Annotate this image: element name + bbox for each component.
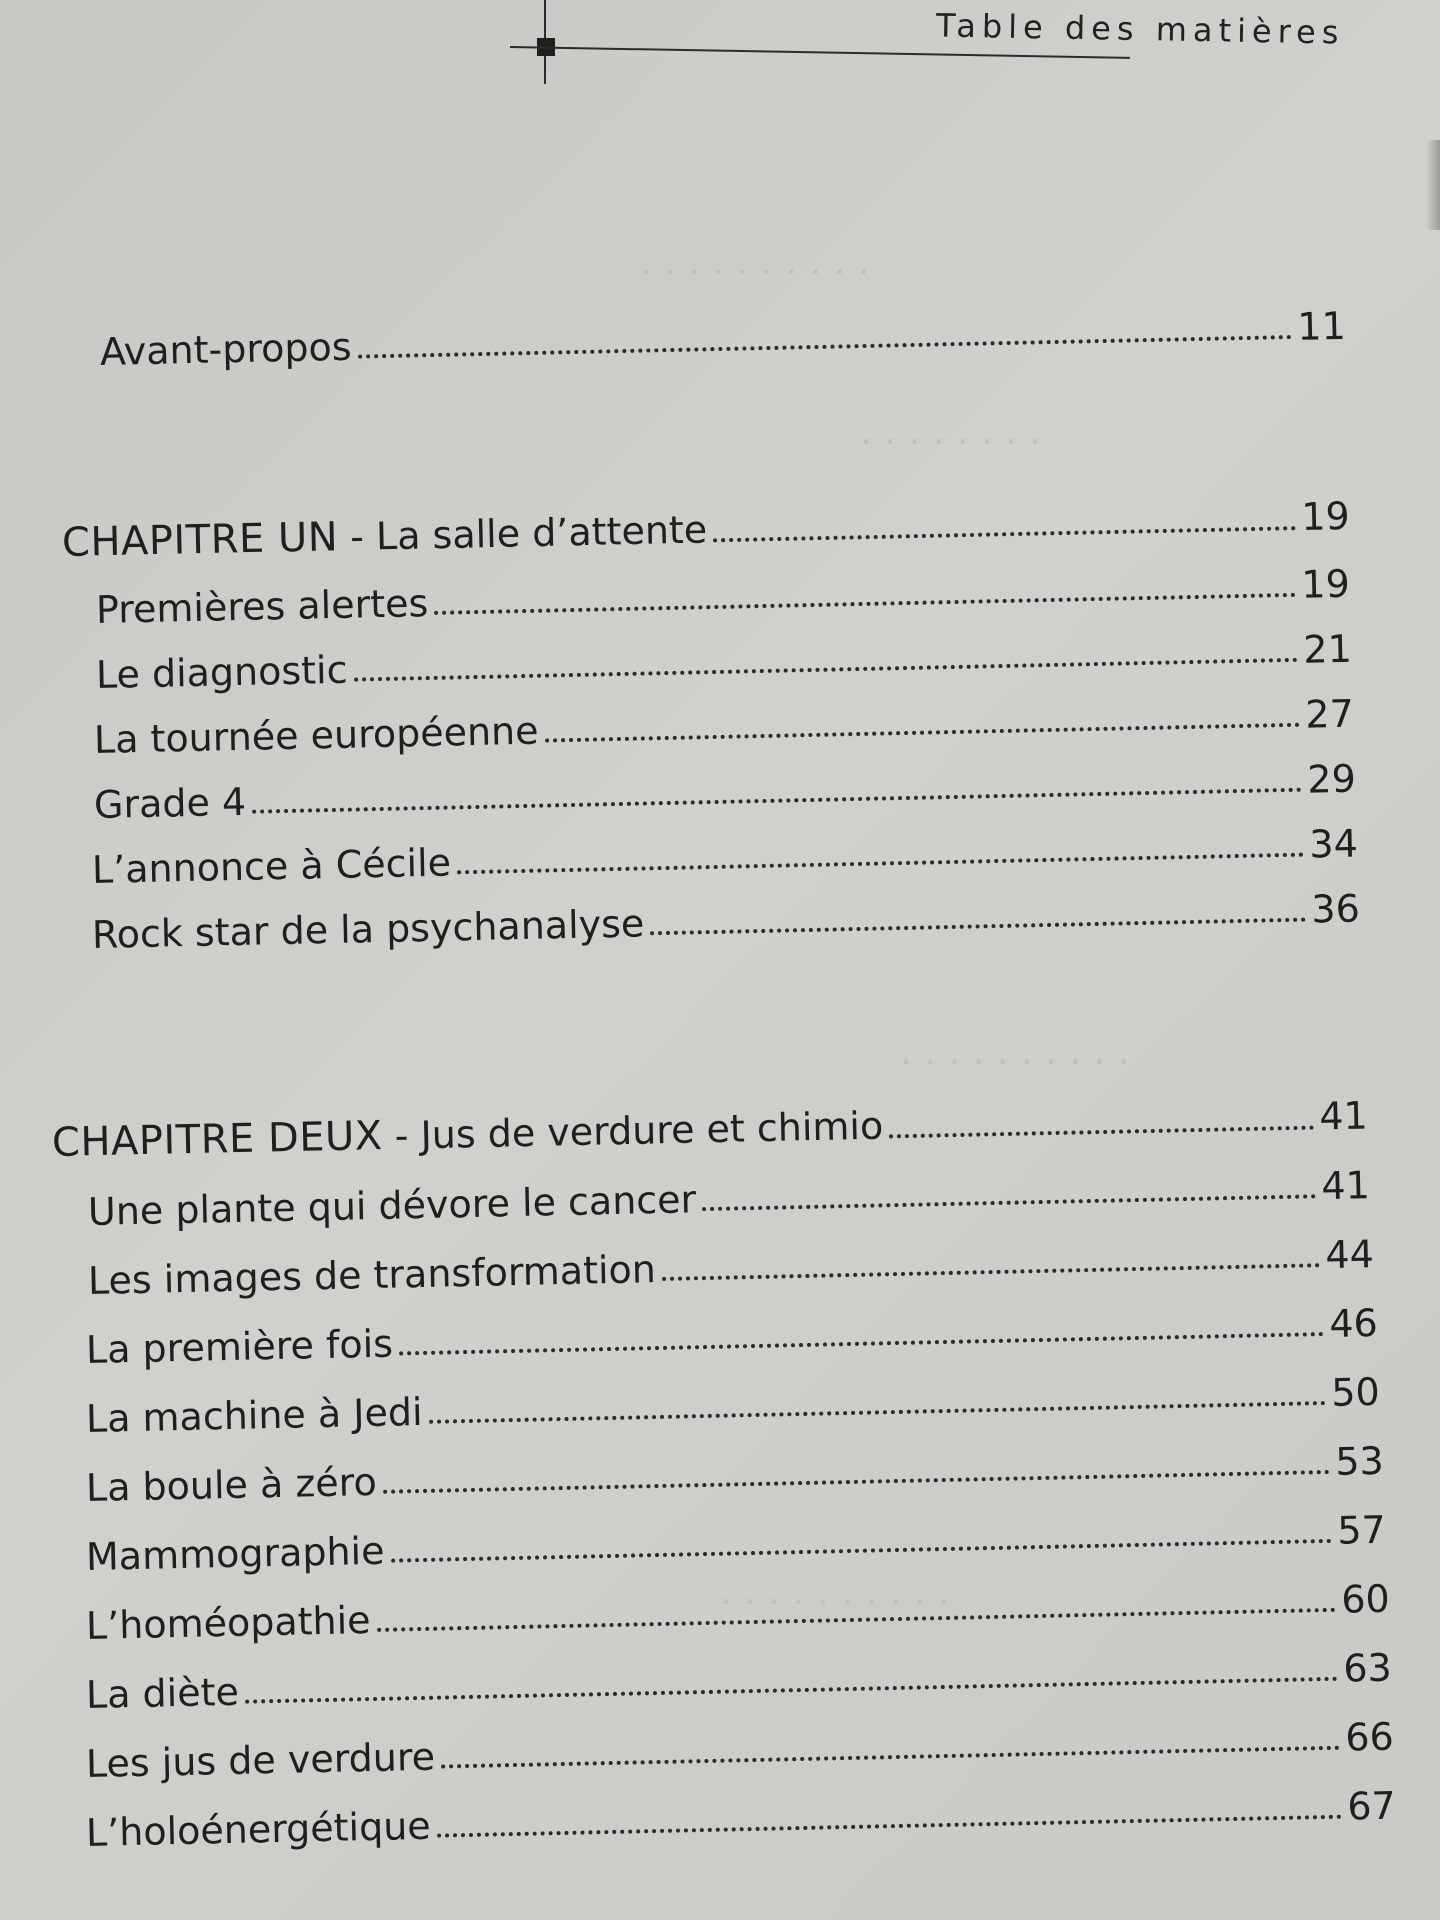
- toc-entry-label: La tournée européenne: [93, 708, 539, 762]
- leader-dots: [702, 1194, 1315, 1211]
- toc-section: [86, 1508, 1387, 1579]
- chapter-title: Jus de verdure et chimio: [420, 1103, 884, 1158]
- toc-page-number: 44: [1324, 1232, 1375, 1278]
- toc-entry-label: L’holoénergétique: [85, 1803, 432, 1855]
- toc-entry-label: Rock star de la psychanalyse: [91, 901, 645, 957]
- toc-section: [86, 1784, 1397, 1855]
- toc-entry-label: Une plante qui dévore le cancer: [87, 1177, 697, 1234]
- toc-section: [88, 1163, 1371, 1234]
- leader-dots: [391, 1539, 1332, 1563]
- toc-section: [94, 757, 1357, 827]
- chapter-title: La salle d’attente: [375, 507, 708, 559]
- leader-dots: [441, 1746, 1339, 1769]
- leader-dots: [437, 1815, 1342, 1838]
- toc-page-number: 41: [1318, 1093, 1369, 1139]
- toc-entry-label: Les images de transformation: [87, 1247, 657, 1303]
- bleed-through-text: · · · · · · · · · · · · · · · · · · · · · · · · · · · · · · · · · · · · · ·: [640, 250, 1130, 1624]
- toc-page-number: 29: [1306, 756, 1357, 802]
- toc-page-number: 60: [1340, 1576, 1391, 1622]
- leader-dots: [354, 658, 1298, 682]
- toc-chapter-2: [52, 1092, 1369, 1166]
- toc-page-number: 34: [1308, 821, 1359, 867]
- chapter-separator: -: [382, 1113, 422, 1159]
- leader-dots: [429, 1401, 1326, 1424]
- toc-section: [88, 1232, 1375, 1303]
- chapter-label: CHAPITRE UN: [61, 514, 339, 566]
- toc-entry-label: L’annonce à Cécile: [91, 840, 452, 892]
- toc-page-number: 57: [1336, 1507, 1387, 1553]
- toc-entry-label: Mammographie: [85, 1528, 385, 1579]
- toc-entry-label: Avant-propos: [99, 324, 352, 374]
- toc-entry-label: La première fois: [85, 1321, 394, 1372]
- toc-page-number: 27: [1304, 691, 1355, 737]
- toc-entry-label: L’homéopathie: [85, 1598, 371, 1648]
- leader-dots: [434, 593, 1295, 615]
- toc-page-number: 66: [1344, 1714, 1395, 1760]
- chapter-label: CHAPITRE DEUX: [51, 1113, 384, 1166]
- toc-section: [96, 627, 1353, 697]
- chapter-separator: -: [337, 514, 377, 560]
- toc-page-number: 11: [1296, 303, 1347, 349]
- toc-page-number: 21: [1302, 626, 1353, 672]
- leader-dots: [662, 1263, 1320, 1281]
- toc-page-number: 53: [1334, 1438, 1385, 1484]
- leader-dots: [650, 918, 1305, 936]
- toc-page-number: 67: [1346, 1783, 1397, 1829]
- leader-dots: [545, 723, 1300, 743]
- toc-section: [92, 886, 1361, 957]
- toc-section: [86, 1370, 1381, 1441]
- leader-dots: [457, 853, 1303, 875]
- toc-page-number: 63: [1342, 1645, 1393, 1691]
- leader-dots: [358, 335, 1292, 359]
- toc-entry-label: Les jus de verdure: [85, 1734, 436, 1786]
- toc-entry-label: Premières alertes: [95, 581, 429, 632]
- toc-page-number: 41: [1320, 1163, 1371, 1209]
- toc-chapter-1: [62, 493, 1351, 566]
- leader-dots: [383, 1470, 1330, 1494]
- toc-section: [86, 1439, 1385, 1510]
- toc-section: [86, 1646, 1393, 1717]
- toc-entry-foreword: [100, 304, 1347, 374]
- leader-dots: [399, 1332, 1324, 1355]
- toc-page-number: 46: [1328, 1300, 1379, 1346]
- leader-dots: [252, 788, 1301, 814]
- leader-dots: [889, 1126, 1313, 1139]
- leader-dots: [713, 526, 1295, 542]
- toc-page-number: 36: [1310, 886, 1361, 932]
- toc-section: [86, 1577, 1391, 1648]
- toc-section: [94, 692, 1355, 762]
- toc-section: [86, 1301, 1379, 1372]
- toc-section: [92, 821, 1359, 892]
- toc-page-number: 19: [1300, 494, 1351, 540]
- leader-dots: [377, 1608, 1336, 1632]
- toc-page-number: 50: [1330, 1369, 1381, 1415]
- toc-section: [96, 562, 1351, 632]
- toc-section: [86, 1715, 1395, 1786]
- toc-entry-label: La machine à Jedi: [85, 1389, 423, 1441]
- toc-page-number: 19: [1300, 561, 1351, 607]
- leader-dots: [245, 1677, 1338, 1704]
- toc-entry-label: Le diagnostic: [95, 647, 348, 697]
- toc-entry-label: Grade 4: [93, 779, 247, 827]
- toc-entry-label: La diète: [85, 1669, 240, 1717]
- page-header-title: Table des matières: [935, 6, 1345, 52]
- toc-entry-label: La boule à zéro: [85, 1459, 378, 1510]
